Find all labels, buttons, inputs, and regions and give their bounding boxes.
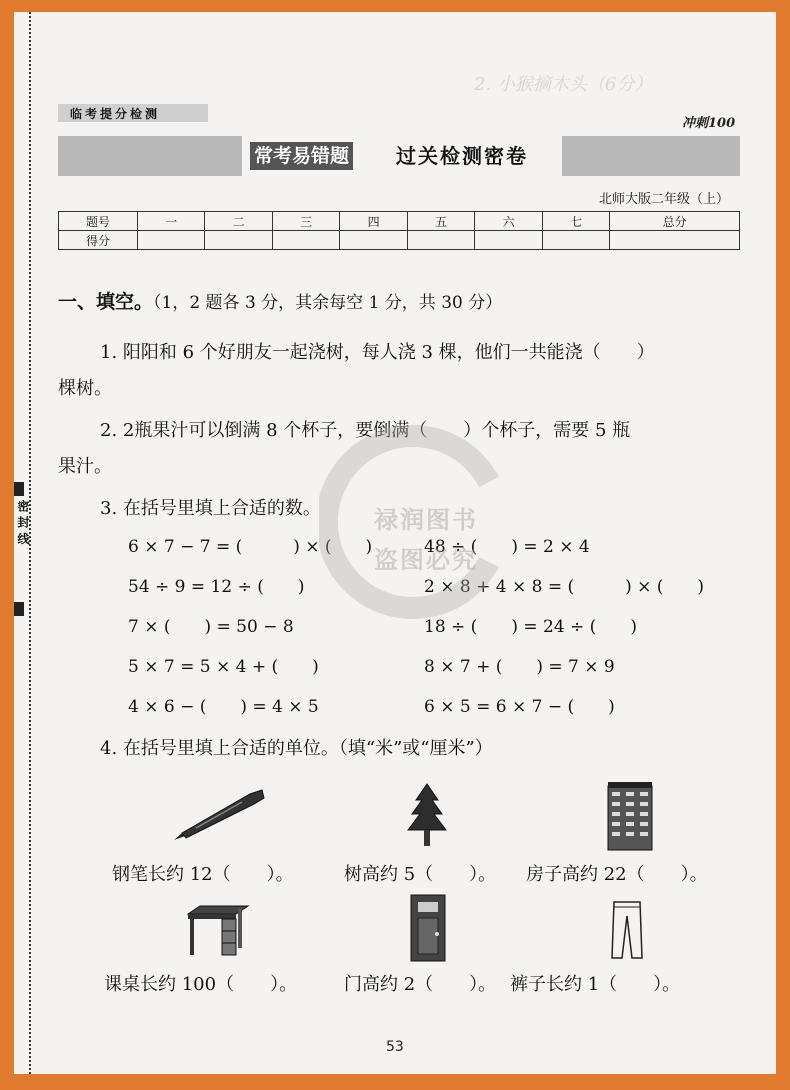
equation: 6 × 7 − 7 = ( ) × ( ) xyxy=(128,537,373,557)
building-icon xyxy=(606,780,654,856)
row-label: 题号 xyxy=(59,212,138,231)
question-1-line-1: 1. 阳阳和 6 个好朋友一起浇树，每人浇 3 棵，他们一共能浇（ ） xyxy=(100,342,655,363)
section-heading xyxy=(58,287,502,314)
watermark-line-2: 盗图必究 xyxy=(374,546,478,574)
equation: 5 × 7 = 5 × 4 + ( ) xyxy=(128,657,319,677)
watermark-text xyxy=(374,500,478,580)
equation: 6 × 5 = 6 × 7 − ( ) xyxy=(424,697,615,717)
exam-tag xyxy=(58,104,208,122)
exam-title xyxy=(242,136,562,176)
score-cell[interactable] xyxy=(407,231,474,250)
unit-item: 课桌长约 100（ ）。 xyxy=(104,974,298,995)
score-cell[interactable] xyxy=(340,231,407,250)
column-header: 二 xyxy=(205,212,272,231)
score-table-header-row xyxy=(59,212,740,231)
seal-line-label: 密 封 线 xyxy=(16,500,30,545)
title-text: 过关检测密卷 xyxy=(396,144,528,168)
equation: 18 ÷ ( ) = 24 ÷ ( ) xyxy=(424,617,637,637)
section-title: 一、填空。 xyxy=(58,291,154,313)
column-header: 四 xyxy=(340,212,407,231)
score-cell[interactable] xyxy=(205,231,272,250)
row-label: 得分 xyxy=(59,231,138,250)
unit-item: 钢笔长约 12（ ）。 xyxy=(112,864,294,885)
column-header: 总分 xyxy=(610,212,740,231)
edition-label: 北师大版二年级（上） xyxy=(599,192,730,207)
equation: 48 ÷ ( ) = 2 × 4 xyxy=(424,537,590,557)
series-label: 冲刺100 xyxy=(682,116,736,131)
score-table-score-row xyxy=(59,231,740,250)
title-highlight: 常考易错题 xyxy=(250,142,353,170)
watermark-line-1: 禄润图书 xyxy=(374,506,478,534)
question-3-title: 3. 在括号里填上合适的数。 xyxy=(100,498,321,519)
binding-mark xyxy=(14,482,24,496)
question-2-line-2: 果汁。 xyxy=(58,456,112,477)
column-header: 七 xyxy=(542,212,609,231)
question-1-line-2: 棵树。 xyxy=(58,378,112,399)
score-cell[interactable] xyxy=(272,231,339,250)
score-table xyxy=(58,211,740,250)
section-scoring-note: （1，2 题各 3 分，其余每空 1 分，共 30 分） xyxy=(153,293,503,313)
unit-item: 树高约 5（ ）。 xyxy=(344,864,497,885)
door-icon xyxy=(410,894,446,966)
score-cell[interactable] xyxy=(542,231,609,250)
equation: 2 × 8 + 4 × 8 = ( ) × ( ) xyxy=(424,577,705,597)
score-cell[interactable] xyxy=(138,231,205,250)
question-4-title: 4. 在括号里填上合适的单位。（填“米”或“厘米”） xyxy=(100,738,493,759)
equation: 54 ÷ 9 = 12 ÷ ( ) xyxy=(128,577,305,597)
page-number: 53 xyxy=(386,1039,404,1055)
equation: 4 × 6 − ( ) = 4 × 5 xyxy=(128,697,319,717)
score-cell[interactable] xyxy=(475,231,542,250)
binding-mark xyxy=(14,602,24,616)
unit-item: 门高约 2（ ）。 xyxy=(344,974,497,995)
trousers-icon xyxy=(610,900,644,964)
equation: 7 × ( ) = 50 − 8 xyxy=(128,617,294,637)
question-2-line-1: 2. 2瓶果汁可以倒满 8 个杯子，要倒满（ ）个杯子，需要 5 瓶 xyxy=(100,420,631,441)
column-header: 三 xyxy=(272,212,339,231)
tree-icon xyxy=(404,782,450,856)
exam-paper xyxy=(14,12,776,1074)
exam-tag-label: 临考提分检测 xyxy=(70,107,161,121)
column-header: 一 xyxy=(138,212,205,231)
unit-item: 房子高约 22（ ）。 xyxy=(526,864,708,885)
column-header: 六 xyxy=(475,212,542,231)
desk-icon xyxy=(186,904,250,962)
pen-icon xyxy=(172,788,268,848)
equation: 8 × 7 + ( ) = 7 × 9 xyxy=(424,657,615,677)
binding-margin xyxy=(14,12,36,1074)
bleed-through-text: 2. 小猴摘木头（6分） xyxy=(474,74,653,95)
column-header: 五 xyxy=(407,212,474,231)
unit-item: 裤子长约 1（ ）。 xyxy=(510,974,681,995)
score-cell[interactable] xyxy=(610,231,740,250)
